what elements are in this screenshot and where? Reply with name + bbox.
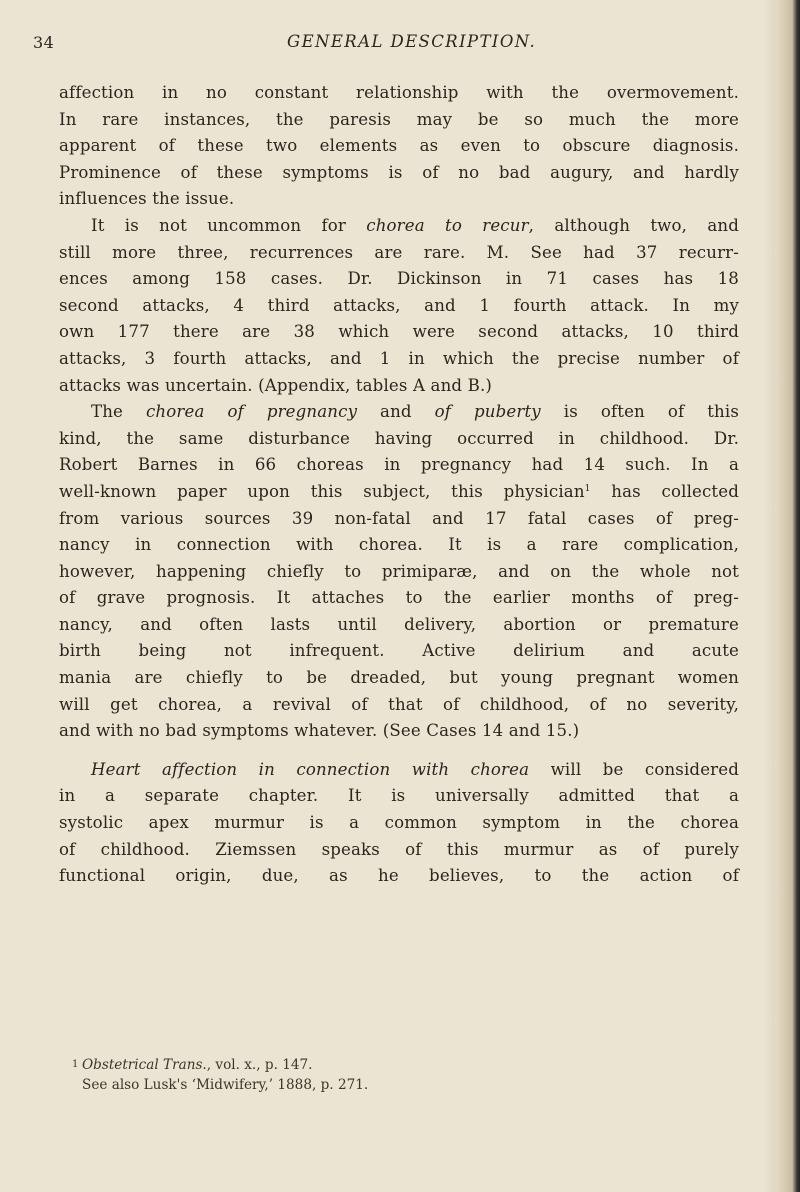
paragraph (59, 399, 739, 745)
italic-phrase: chorea of pregnancy (145, 402, 358, 422)
footnote-line: See also Lusk's ‘Midwifery,’ 1888, p. 271. (82, 1076, 369, 1093)
text-line: of grave prognosis. It attaches to the earlier months of preg- (59, 588, 739, 608)
text-line: from various sources 39 non-fatal and 17 fatal cases of preg- (59, 508, 739, 528)
italic-phrase: Heart affection in connection with chorea (91, 759, 530, 779)
text-line: still more three, recurrences are rare. M. See had 37 recurr- (59, 242, 739, 262)
footnotes (72, 1056, 722, 1095)
text-line: functional origin, due, as he believes, to the action of (59, 866, 739, 886)
text-line: attacks, 3 fourth attacks, and 1 in which the precise number of (59, 348, 739, 368)
text-line: second attacks, 4 third attacks, and 1 fourth attack. In my (59, 295, 739, 315)
text-line: mania are chiefly to be dreaded, but young pregnant women (59, 668, 739, 688)
text-line: in a separate chapter. It is universally admitted that a (59, 786, 739, 806)
text-line: In rare instances, the paresis may be so much the more (59, 109, 739, 129)
footnote-reference: 1 (584, 483, 591, 494)
text-line: systolic apex murmur is a common symptom in the chorea (59, 813, 739, 833)
text-line: kind, the same disturbance having occurred in childhood. Dr. (59, 428, 739, 448)
text-line: influences the issue. (59, 189, 235, 209)
footnote-mark: 1 (72, 1059, 79, 1070)
text-line: affection in no constant relationship with the overmovement. (59, 83, 739, 102)
text-line: Prominence of these symptoms is of no bad augury, and hardly (59, 162, 739, 182)
italic-phrase: Obstetrical Trans. (82, 1057, 207, 1073)
text-line: will get chorea, a revival of that of childhood, of no severity, (59, 694, 739, 714)
text-line: well-known paper upon this subject, this physician$^1$ has collected (59, 481, 739, 501)
body-text (59, 80, 739, 890)
footnote-line: 1 Obstetrical Trans., vol. x., p. 147. (72, 1057, 313, 1073)
paragraph (59, 80, 739, 213)
running-title: GENERAL DESCRIPTION. (287, 32, 537, 51)
page-header (0, 30, 800, 60)
page-number: 34 (33, 33, 55, 52)
text-line: nancy in connection with chorea. It is a rare complication, (59, 535, 739, 555)
italic-phrase: of puberty (434, 402, 541, 422)
text-line: attacks was uncertain. (Appendix, tables A and B.) (59, 375, 492, 395)
text-line: nancy, and often lasts until delivery, abortion or premature (59, 614, 739, 634)
text-line: of childhood. Ziemssen speaks of this murmur as of purely (59, 839, 739, 859)
text-line: The chorea of pregnancy and of puberty is often of this (91, 402, 739, 422)
paragraph-gap (59, 745, 739, 757)
text-line: ences among 158 cases. Dr. Dickinson in 71 cases has 18 (59, 269, 739, 289)
text-line: own 177 there are 38 which were second attacks, 10 third (59, 322, 739, 342)
page-gutter-shadow (764, 0, 774, 1192)
text-line: however, happening chiefly to primiparæ, and on the whole not (59, 561, 739, 581)
paragraph (59, 757, 739, 890)
text-line: birth being not infrequent. Active delirium and acute (59, 641, 739, 661)
text-line: apparent of these two elements as even to obscure diagnosis. (59, 136, 739, 156)
text-line: and with no bad symptoms whatever. (See Cases 14 and 15.) (59, 721, 580, 741)
page-edge (774, 0, 800, 1192)
italic-phrase: chorea to recur (366, 215, 529, 235)
text-line: Heart affection in connection with chorea will be considered (91, 759, 740, 779)
paragraph (59, 213, 739, 399)
text-line: Robert Barnes in 66 choreas in pregnancy had 14 such. In a (59, 455, 739, 475)
text-line: It is not uncommon for chorea to recur, although two, and (91, 215, 739, 235)
